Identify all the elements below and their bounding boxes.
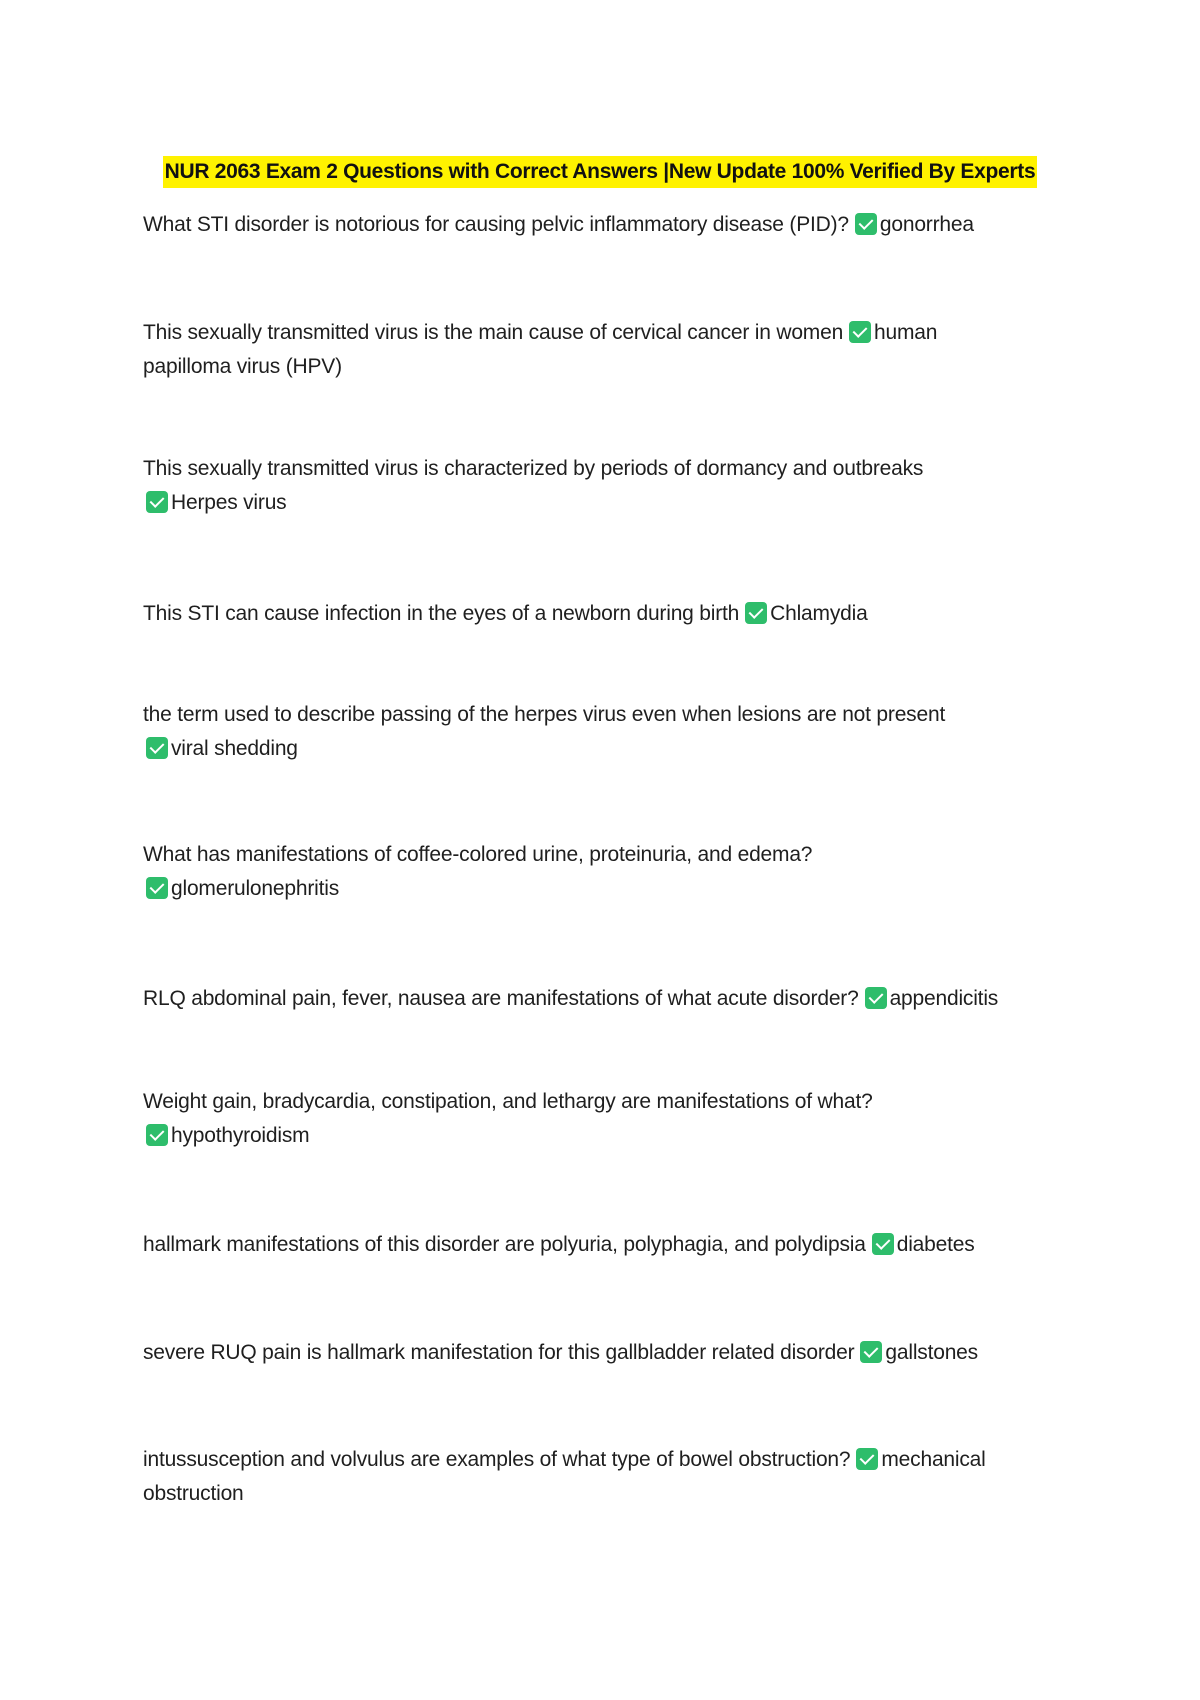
answer-text: glomerulonephritis: [171, 877, 339, 900]
answer-text: Herpes virus: [171, 491, 287, 514]
answer-text: Chlamydia: [770, 602, 868, 625]
qa-item: [143, 982, 1063, 1016]
qa-item: [143, 1443, 1048, 1511]
qa-item: [143, 1228, 1063, 1262]
question-text: Weight gain, bradycardia, constipation, and lethargy are manifestations of what?: [143, 1090, 873, 1113]
check-box-icon: [860, 1341, 882, 1363]
qa-item: [143, 316, 993, 384]
answer-text: viral shedding: [171, 737, 298, 760]
question-text: intussusception and volvulus are examples of what type of bowel obstruction?: [143, 1448, 851, 1471]
qa-item: [143, 1336, 1063, 1370]
answer-text: gallstones: [885, 1341, 978, 1364]
question-text: What STI disorder is notorious for causing pelvic inflammatory disease (PID)?: [143, 213, 849, 236]
answer-text: diabetes: [896, 1233, 975, 1256]
answer-text: mechanical obstruction: [143, 1448, 986, 1505]
check-box-icon: [745, 602, 767, 624]
check-box-icon: [872, 1233, 894, 1255]
answer-text: appendicitis: [889, 987, 999, 1010]
check-box-icon: [146, 737, 168, 759]
answer-text: hypothyroidism: [171, 1124, 310, 1147]
qa-item: [143, 838, 1063, 906]
question-text: the term used to describe passing of the herpes virus even when lesions are not present: [143, 703, 946, 726]
title-row: [0, 156, 1200, 188]
check-box-icon: [146, 1124, 168, 1146]
qa-item: [143, 208, 1063, 242]
question-text: severe RUQ pain is hallmark manifestation for this gallbladder related disorder: [143, 1341, 855, 1364]
check-box-icon: [855, 213, 877, 235]
question-text: This STI can cause infection in the eyes of a newborn during birth: [143, 602, 740, 625]
qa-item: [143, 452, 1063, 520]
document-title: NUR 2063 Exam 2 Questions with Correct Answers |New Update 100% Verified By Experts: [163, 156, 1038, 188]
check-box-icon: [849, 321, 871, 343]
check-box-icon: [146, 491, 168, 513]
question-text: This sexually transmitted virus is characterized by periods of dormancy and outbreaks: [143, 457, 924, 480]
question-text: hallmark manifestations of this disorder are polyuria, polyphagia, and polydipsia: [143, 1233, 866, 1256]
answer-text: human papilloma virus (HPV): [143, 321, 938, 378]
answer-text: gonorrhea: [879, 213, 974, 236]
question-text: What has manifestations of coffee-colored urine, proteinuria, and edema?: [143, 843, 813, 866]
check-box-icon: [856, 1448, 878, 1470]
question-text: RLQ abdominal pain, fever, nausea are manifestations of what acute disorder?: [143, 987, 859, 1010]
question-text: This sexually transmitted virus is the main cause of cervical cancer in women: [143, 321, 844, 344]
qa-item: [143, 597, 1063, 631]
check-box-icon: [146, 877, 168, 899]
qa-item: [143, 698, 1063, 766]
check-box-icon: [865, 987, 887, 1009]
qa-item: [143, 1085, 1063, 1153]
